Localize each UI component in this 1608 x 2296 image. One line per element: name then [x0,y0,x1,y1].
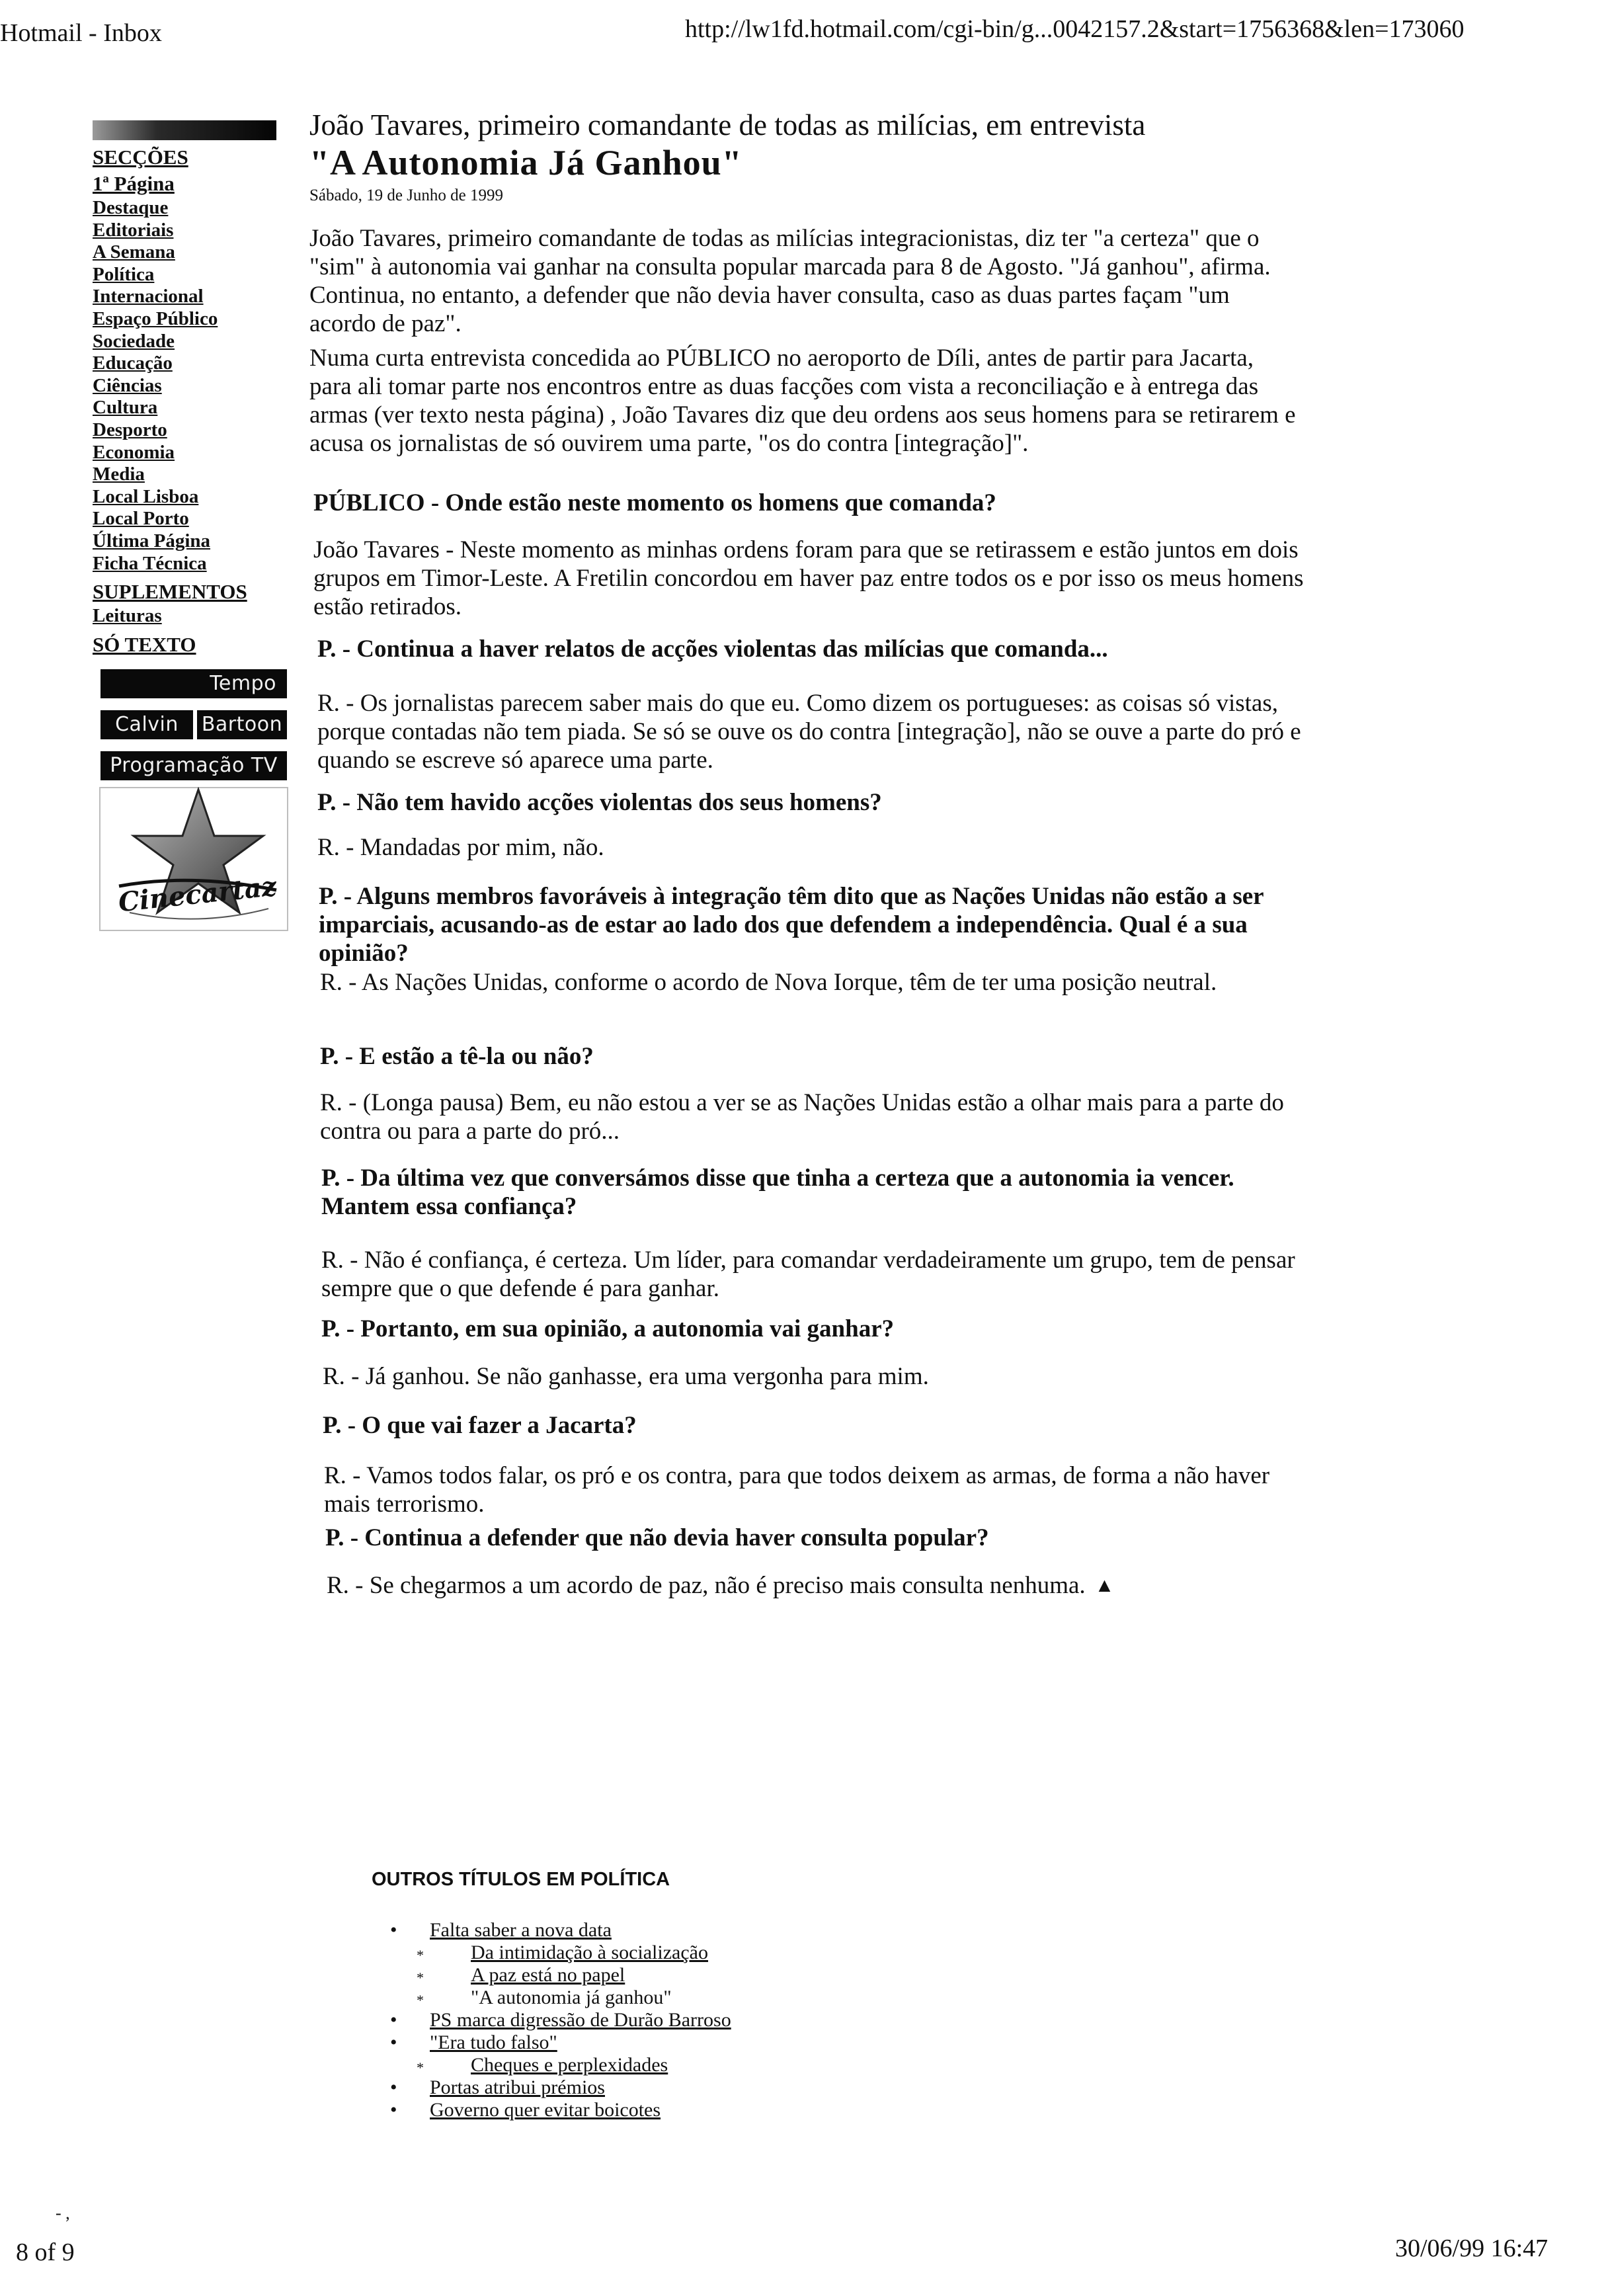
nav-top-banner [93,120,276,140]
article-paragraph [317,833,1309,862]
paragraph-text: P. - E estão a tê-la ou não? [320,1043,594,1070]
paragraph-text: P. - Continua a defender que não devia haver consulta popular? [325,1524,989,1551]
article-kicker: João Tavares, primeiro comandante de todas as milícias, em entrevista [309,108,1146,142]
interview-question [321,1164,1313,1221]
paragraph-text: R. - Já ganhou. Se não ganhasse, era uma vergonha para mim. [323,1363,929,1390]
interview-question [319,882,1310,967]
nav-item-leituras[interactable]: Leituras [93,605,162,627]
other-title-item [390,2009,731,2031]
paragraph-text: P. - Alguns membros favoráveis à integração têm dito que as Nações Unidas não estão a ser imparciais, acusando-as de estar ao lado dos que defendem a independência. Qual é a sua opinião? [319,883,1264,967]
footer-mark: - , [56,2203,70,2223]
nav-items [93,171,304,575]
other-title-link[interactable]: Falta saber a nova data [430,1919,612,1941]
other-title-item [390,2031,731,2054]
paragraph-text: R. - (Longa pausa) Bem, eu não estou a ver se as Nações Unidas estão a olhar mais para a parte do contra ou para a parte do pró... [320,1089,1284,1145]
other-title-link[interactable]: Cheques e perplexidades [471,2054,668,2076]
other-title-item [390,2076,731,2099]
article-paragraph [321,1246,1313,1303]
nav-item[interactable]: Sociedade [93,330,175,352]
bullet-icon: * [417,1992,424,2008]
other-titles-heading: OUTROS TÍTULOS EM POLÍTICA [372,1869,670,1890]
print-header-title: Hotmail - Inbox [0,19,162,47]
other-title-item [390,1964,731,1987]
nav-sections-label[interactable]: SECÇÕES [93,145,188,169]
interview-question [313,489,1305,517]
article [309,107,1304,1599]
other-title-link[interactable]: A paz está no papel [471,1964,625,1986]
other-title-item [390,2099,731,2121]
other-titles-list [390,1919,731,2121]
nav-item[interactable]: A Semana [93,241,175,263]
nav-item[interactable]: Educação [93,352,173,374]
print-header-url: http://lw1fd.hotmail.com/cgi-bin/g...0042157.2&start=1756368&len=173060 [685,15,1465,43]
interview-question [323,1411,1314,1440]
article-dateline: Sábado, 19 de Junho de 1999 [309,186,504,204]
print-footer-page: 8 of 9 [16,2238,75,2266]
print-footer-datetime: 30/06/99 16:47 [1395,2234,1548,2262]
paragraph-text: R. - Os jornalistas parecem saber mais do que eu. Como dizem os portugueses: as coisas só vistas, porque contadas não tem piada. Se só se ouve os do contra [integração], não se ouve a parte do pró e quando se escreve só aparece uma parte. [317,690,1301,774]
other-title-link: "A autonomia já ganhou" [471,1987,672,2008]
bartoon-button[interactable]: Bartoon [197,710,287,739]
calvin-button[interactable]: Calvin [100,710,193,739]
other-title-item [390,1942,731,1964]
programacao-tv-button[interactable]: Programação TV [100,751,287,780]
paragraph-text: P. - Da última vez que conversámos disse que tinha a certeza que a autonomia ia vencer. Mantem essa confiança? [321,1165,1234,1220]
bullet-icon: • [390,2076,397,2098]
triangle-up-icon[interactable]: ▲ [1094,1575,1115,1596]
paragraph-text: R. - Não é confiança, é certeza. Um líder, para comandar verdadeiramente um grupo, tem de pensar sempre que o que defende é para ganhar. [321,1247,1295,1302]
nav-item[interactable]: Editoriais [93,219,174,241]
nav-suplementos-label[interactable]: SUPLEMENTOS [93,580,247,604]
nav-item[interactable]: 1ª Página [93,172,175,195]
paragraph-text: P. - Portanto, em sua opinião, a autonomia vai ganhar? [321,1315,895,1342]
nav-item[interactable]: Política [93,263,155,285]
article-paragraph [309,344,1301,458]
other-title-link[interactable]: Da intimidação à socialização [471,1942,708,1963]
interview-question [317,788,1309,817]
article-paragraph [317,689,1309,774]
nav-item[interactable]: Desporto [93,419,167,440]
bullet-icon: • [390,2099,397,2121]
paragraph-text: P. - O que vai fazer a Jacarta? [323,1412,637,1439]
article-paragraph [320,968,1312,997]
interview-question [320,1042,1312,1071]
logo-text: Cinecartaz [116,870,278,919]
article-paragraph [327,1571,1318,1600]
other-title-link[interactable]: Portas atribui prémios [430,2076,605,2098]
other-title-link[interactable]: Governo quer evitar boicotes [430,2099,661,2121]
bullet-icon: * [417,1947,424,1963]
tempo-button[interactable]: Tempo [100,669,287,698]
bullet-icon: * [417,2059,424,2076]
nav-item[interactable]: Local Porto [93,508,189,530]
nav-item[interactable]: Local Lisboa [93,485,199,507]
other-title-item [390,2054,731,2076]
article-paragraph [309,224,1301,338]
other-title-item [390,1987,731,2009]
nav-item[interactable]: Internacional [93,286,204,308]
nav-item[interactable]: Última Página [93,530,211,552]
nav-item[interactable]: Ciências [93,374,162,396]
other-title-link[interactable]: "Era tudo falso" [430,2031,557,2053]
article-paragraph [324,1461,1316,1518]
interview-question [321,1315,1313,1343]
paragraph-text: João Tavares, primeiro comandante de todas as milícias integracionistas, diz ter "a certeza" que o "sim" à autonomia vai ganhar na consulta popular marcada para 8 de Agosto. "Já ganhou", afirma. Continua, no entanto, a defender que não devia haver consulta, caso as duas partes façam "um acordo de paz". [309,225,1271,337]
paragraph-text: P. - Continua a haver relatos de acções violentas das milícias que comanda... [317,636,1108,663]
paragraph-text: Numa curta entrevista concedida ao PÚBLICO no aeroporto de Díli, antes de partir para Jacarta, para ali tomar parte nos encontros entre as duas facções com vista a reconciliação e à entrega das armas (ver texto nesta página) , João Tavares diz que deu ordens aos seus homens para se retirarem e acusa os jornalistas de só ouvirem uma parte, "os do contra [integração]". [309,345,1296,457]
article-paragraph [313,536,1305,621]
article-paragraph [320,1088,1312,1145]
nav-item[interactable]: Destaque [93,197,169,218]
article-paragraph [323,1362,1314,1391]
paragraph-text: R. - As Nações Unidas, conforme o acordo de Nova Iorque, têm de ter uma posição neutral. [320,969,1217,996]
paragraph-text: P. - Não tem havido acções violentas dos seus homens? [317,789,882,816]
paragraph-text: R. - Se chegarmos a um acordo de paz, não é preciso mais consulta nenhuma. [327,1572,1086,1599]
bullet-icon: • [390,2031,397,2053]
interview-question [325,1524,1317,1552]
article-headline: "A Autonomia Já Ganhou" [309,143,743,183]
nav-so-texto-link[interactable]: SÓ TEXTO [93,632,196,656]
other-title-item [390,1919,731,1942]
nav-item[interactable]: Cultura [93,397,158,419]
bullet-icon: * [417,1969,424,1986]
paragraph-text: R. - Vamos todos falar, os pró e os contra, para que todos deixem as armas, de forma a não haver mais terrorismo. [324,1462,1270,1518]
paragraph-text: João Tavares - Neste momento as minhas ordens foram para que se retirassem e estão juntos em dois grupos em Timor-Leste. A Fretilin concordou em haver paz entre todos os e por isso os meus homens estão retirados. [313,536,1304,620]
cinecartaz-logo[interactable] [99,787,288,931]
bullet-icon: • [390,2009,397,2031]
nav-item[interactable]: Espaço Público [93,308,218,329]
bullet-icon: • [390,1919,397,1941]
nav-item[interactable]: Ficha Técnica [93,552,207,574]
interview-question [317,635,1309,663]
other-title-link[interactable]: PS marca digressão de Durão Barroso [430,2009,731,2031]
section-nav [93,144,304,658]
paragraph-text: PÚBLICO - Onde estão neste momento os homens que comanda? [313,489,996,516]
paragraph-text: R. - Mandadas por mim, não. [317,834,604,861]
nav-item[interactable]: Media [93,464,145,485]
nav-item[interactable]: Economia [93,441,175,463]
